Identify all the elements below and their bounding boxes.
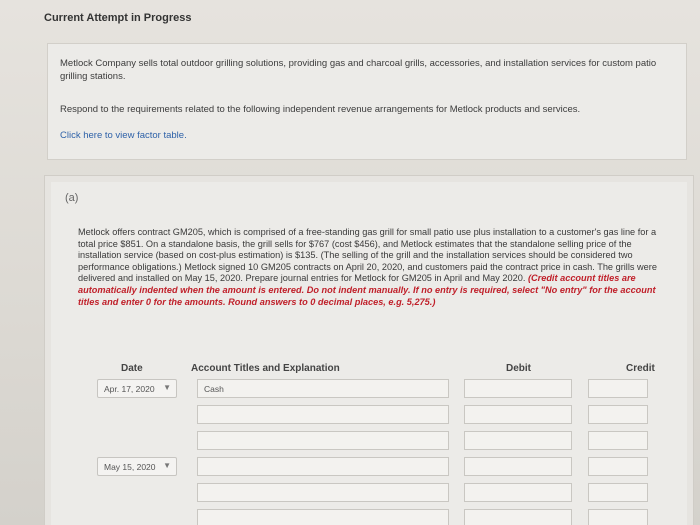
problem-text — [78, 227, 668, 308]
part-label: (a) — [65, 192, 79, 204]
part-a-card — [44, 175, 694, 525]
debit-field-4[interactable] — [464, 457, 572, 476]
header-date: Date — [121, 363, 143, 374]
account-field-2[interactable] — [197, 405, 449, 424]
attempt-status: Current Attempt in Progress — [44, 12, 192, 24]
date-select-1[interactable] — [97, 379, 177, 398]
debit-field-1[interactable] — [464, 379, 572, 398]
intro-respond: Respond to the requirements related to the following independent revenue arrangements for Metlock products and services. — [60, 104, 581, 115]
date-value: May 15, 2020 — [104, 462, 156, 472]
intro-text: Metlock Company sells total outdoor grilling solutions, providing gas and charcoal grills, accessories, and installation services for custom patio grilling stations. — [60, 58, 657, 82]
account-field-6[interactable] — [197, 509, 449, 525]
debit-field-5[interactable] — [464, 483, 572, 502]
header-account: Account Titles and Explanation — [191, 363, 340, 374]
debit-field-6[interactable] — [464, 509, 572, 525]
credit-field-1[interactable] — [588, 379, 648, 398]
credit-field-6[interactable] — [588, 509, 648, 525]
account-field-3[interactable] — [197, 431, 449, 450]
account-field-1[interactable]: Cash — [197, 379, 449, 398]
header-debit: Debit — [506, 363, 531, 374]
account-field-4[interactable] — [197, 457, 449, 476]
factor-table-link[interactable]: Click here to view factor table. — [60, 130, 187, 141]
intro-card — [47, 43, 687, 160]
chevron-down-icon: ▼ — [163, 383, 171, 392]
debit-field-3[interactable] — [464, 431, 572, 450]
account-field-5[interactable] — [197, 483, 449, 502]
credit-field-4[interactable] — [588, 457, 648, 476]
credit-field-5[interactable] — [588, 483, 648, 502]
debit-field-2[interactable] — [464, 405, 572, 424]
part-a-body — [51, 182, 687, 525]
date-select-2[interactable] — [97, 457, 177, 476]
problem-statement: Metlock offers contract GM205, which is comprised of a free-standing gas grill for small patio use plus installation to a customer's gas line for a total price $851. On a standalone basis, the grill sells for $767 (cost $456), and Metlock estimates that the standalone selling price of the installation service (based on cost-plus estimation) is $135. (The selling of the grill and the installation services should be considered two performance obligations.) Metlock signed 10 GM205 contracts on April 20, 2020, and customers paid the contract price in cash. The grills were delivered and installed on May 15, 2020. Prepare journal entries for Metlock for GM205 in April and May 2020. — [78, 227, 657, 284]
credit-field-2[interactable] — [588, 405, 648, 424]
date-value: Apr. 17, 2020 — [104, 384, 155, 394]
chevron-down-icon: ▼ — [163, 461, 171, 470]
problem-instructions: (Credit account titles are automatically indented when the amount is entered. Do not indent manually. If no entry is required, select "No entry" for the account titles and enter 0 for the amounts. Round answers to 0 decimal places, e.g. 5,275.) — [78, 273, 656, 307]
header-credit: Credit — [626, 363, 655, 374]
credit-field-3[interactable] — [588, 431, 648, 450]
